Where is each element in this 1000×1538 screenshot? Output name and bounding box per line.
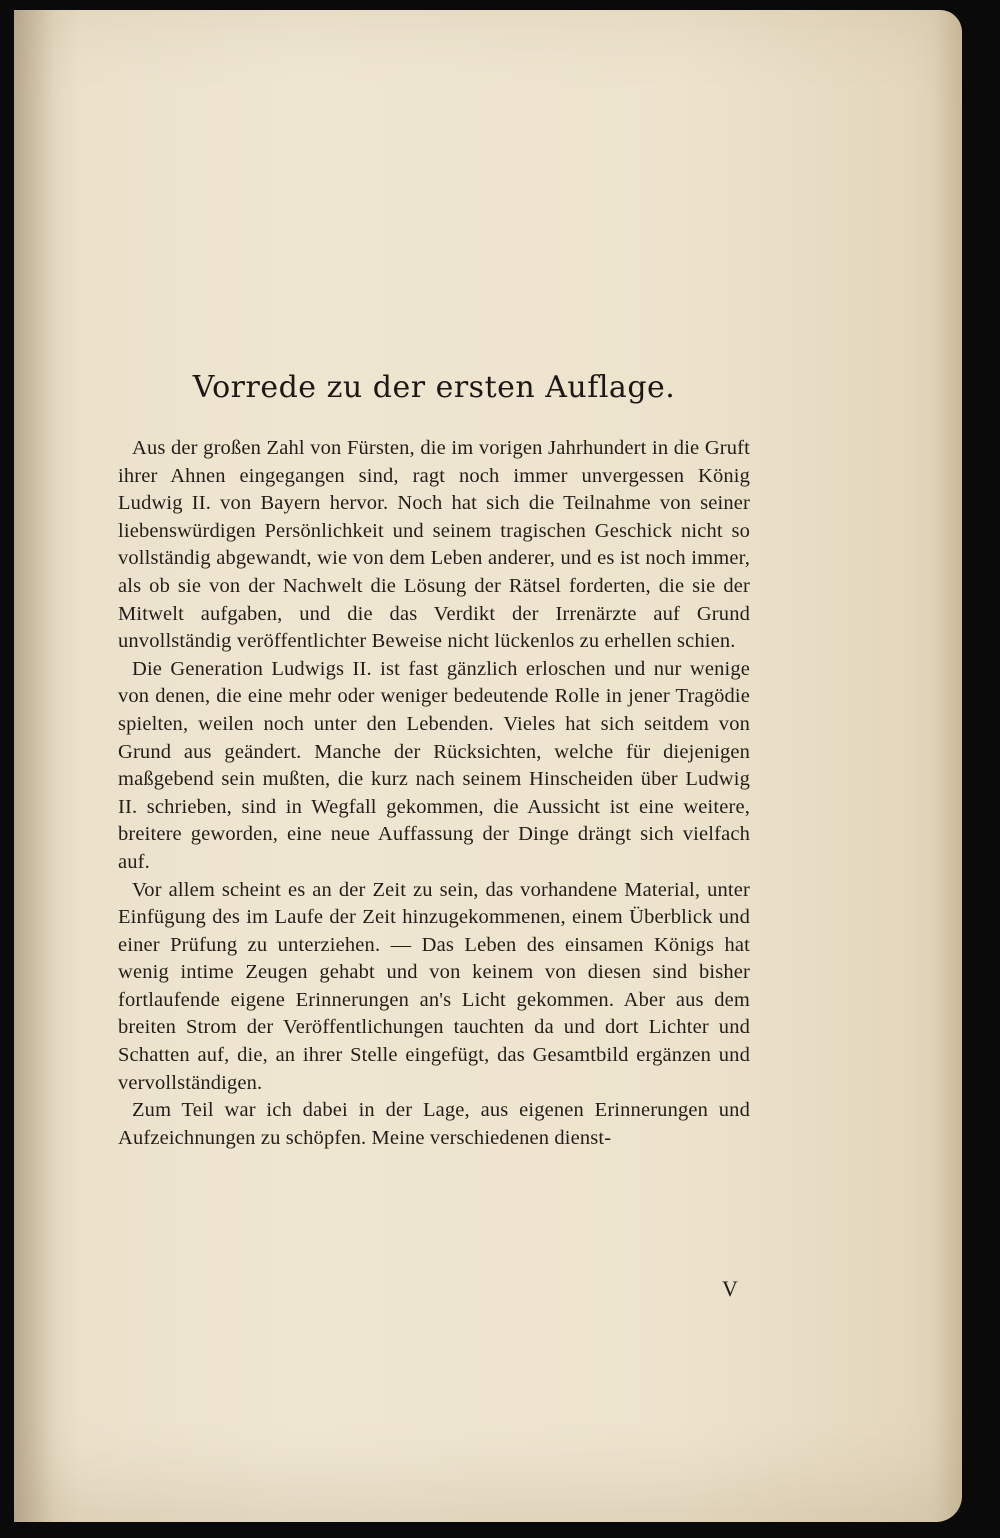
book-page [14, 10, 962, 1522]
page-gutter-shadow [14, 10, 54, 1522]
paragraph: Vor allem scheint es an der Zeit zu sein, das vorhandene Material, unter Einfügung des im Laufe der Zeit hinzugekommenen, einem Überblick und einer Prüfung zu unterziehen. — Das Leben des einsamen Königs hat wenig intime Zeugen gehabt und von keinem von diesen sind bisher fortlaufende eigene Erinnerungen an's Licht gekommen. Aber aus dem breiten Strom der Veröffentlichungen tauchten da und dort Lichter und Schatten auf, die, an ihrer Stelle eingefügt, das Gesamtbild ergänzen und vervollständigen. [118, 878, 750, 1094]
paragraph: Aus der großen Zahl von Fürsten, die im vorigen Jahrhundert in die Gruft ihrer Ahnen eingegangen sind, ragt noch immer unvergessen König Ludwig II. von Bayern hervor. Noch hat sich die Teilnahme von seiner liebenswürdigen Persönlichkeit und seinem tragischen Geschick nicht so vollständig abgewandt, wie von dem Leben anderer, und es ist noch immer, als ob sie von der Nachwelt die Lösung der Rätsel forderten, die sie der Mitwelt aufgaben, und die das Verdikt der Irrenärzte auf Grund unvollständig veröffentlichter Beweise nicht lückenlos zu erhellen schien. [118, 437, 750, 653]
page-title: Vorrede zu der ersten Auflage. [192, 370, 676, 405]
page-number: V [722, 1276, 738, 1301]
paragraph: Zum Teil war ich dabei in der Lage, aus eigenen Erinnerungen und Aufzeichnungen zu schöpfen. Meine verschiedenen dienst- [118, 1099, 750, 1149]
text-block [118, 370, 750, 1152]
paragraph: Die Generation Ludwigs II. ist fast gänzlich erloschen und nur wenige von denen, die eine mehr oder weniger bedeutende Rolle in jener Tragödie spielten, weilen noch unter den Lebenden. Vieles hat sich seitdem von Grund aus geändert. Manche der Rücksichten, welche für diejenigen maßgebend sein mußten, die kurz nach seinem Hinscheiden über Ludwig II. schrieben, sind in Wegfall gekommen, die Aussicht ist eine weitere, breitere geworden, eine neue Auffassung der Dinge drängt sich vielfach auf. [118, 657, 750, 873]
